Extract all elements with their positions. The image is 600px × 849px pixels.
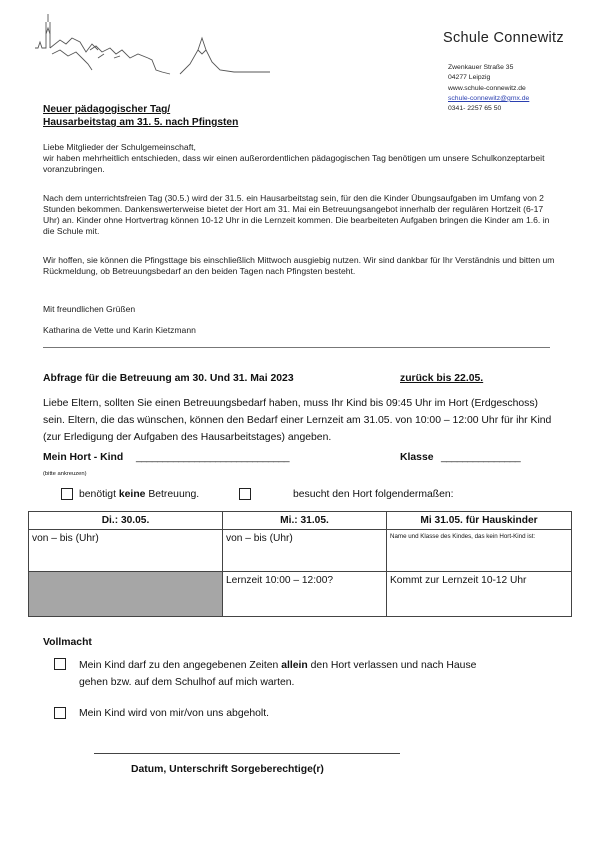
klasse-label: Klasse <box>400 452 434 463</box>
table-row <box>29 572 572 617</box>
klasse-field[interactable]: _______________ <box>441 452 521 463</box>
hort-kind-label: Mein Hort - Kind <box>43 452 124 463</box>
no-care-prefix: benötigt <box>79 489 119 500</box>
no-care-label <box>79 487 199 502</box>
leave-alone-label <box>79 657 549 691</box>
letter-greeting: Liebe Mitglieder der Schulgemeinschaft, <box>43 142 196 152</box>
form-return-by: zurück bis 22.05. <box>400 373 484 384</box>
letter-closing: Mit freundlichen Grüßen <box>43 304 136 314</box>
letter-paragraph-3: Wir hoffen, sie können die Pfingsttage bis einschließlich Mittwoch ausgiebig nutzen. Wir sind dankbar für Ihr Verständnis und bitten um Rückmeldung, ob Betreuungsbedarf an den beiden Tagen nach Pfingsten besteht. <box>43 255 555 276</box>
leave-alone-bold: allein <box>281 660 308 671</box>
signature-line[interactable] <box>94 753 400 754</box>
pickup-label: Mein Kind wird von mir/von uns abgeholt. <box>79 708 270 719</box>
care-schedule-table <box>28 511 572 617</box>
letter-greeting-block <box>43 142 558 175</box>
wednesday-time-cell[interactable]: von – bis (Uhr) <box>223 530 387 572</box>
no-care-suffix: Betreuung. <box>145 489 200 500</box>
school-logo-sketch <box>30 14 280 84</box>
homekid-lernzeit-cell[interactable]: Kommt zur Lernzeit 10-12 Uhr <box>387 572 572 617</box>
letter-title <box>43 103 238 129</box>
form-intro: Liebe Eltern, sollten Sie einen Betreuungsbedarf haben, muss Ihr Kind bis 09:45 Uhr im Hort (Erdgeschoss) sein. Eltern, die das wünschen, können den Bedarf einer Lernzeit am 31.05. von 10:00 – 12:00 Uhr für ihr Kind (zur Erledigung der Aufgaben des Hausarbeitstages) angeben. <box>43 398 552 443</box>
header-wednesday-homekids: Mi 31.05. für Hauskinder <box>387 512 572 530</box>
form-heading: Abfrage für die Betreuung am 30. Und 31. Mai 2023 <box>43 373 294 384</box>
vollmacht-heading: Vollmacht <box>43 637 92 648</box>
checkbox-hint: (bitte ankreuzen) <box>43 471 87 477</box>
leave-alone-prefix: Mein Kind darf zu den angegebenen Zeiten <box>79 660 282 671</box>
divider-line <box>43 347 550 348</box>
tuesday-time-cell[interactable]: von – bis (Uhr) <box>29 530 223 572</box>
no-care-checkbox[interactable] <box>61 488 73 500</box>
address-city: 04277 Leipzig <box>448 74 491 82</box>
letter-paragraph-1: wir haben mehrheitlich entschieden, dass wir einen außerordentlichen pädagogischen Tag benötigen um unsere Schulkonzeptarbeit voranzubringen. <box>43 153 545 174</box>
address-street: Zwenkauer Straße 35 <box>448 64 514 71</box>
leave-alone-line1 <box>79 657 549 674</box>
pickup-checkbox[interactable] <box>54 707 66 719</box>
no-care-bold: keine <box>118 489 146 500</box>
leave-alone-line2: gehen bzw. auf dem Schulhof auf mich warten. <box>79 677 295 688</box>
email-link[interactable]: schule-connewitz@gmx.de <box>448 94 530 102</box>
letter-title-line2: Hausarbeitstag am 31. 5. nach Pfingsten <box>43 117 239 128</box>
wednesday-lernzeit-cell[interactable]: Lernzeit 10:00 – 12:00? <box>223 572 387 617</box>
table-row <box>29 530 572 572</box>
letter-signatories: Katharina de Vette und Karin Kietzmann <box>43 325 196 335</box>
homekid-name-cell[interactable]: Name und Klasse des Kindes, das kein Hort-Kind ist: <box>387 530 572 572</box>
header-wednesday: Mi.: 31.05. <box>223 512 387 530</box>
leave-alone-suffix: den Hort verlassen und nach Hause <box>307 660 477 671</box>
leave-alone-checkbox[interactable] <box>54 658 66 670</box>
website-link[interactable]: www.schule-connewitz.de <box>448 84 526 92</box>
header-tuesday: Di.: 30.05. <box>29 512 223 530</box>
school-name: Schule Connewitz <box>443 30 564 46</box>
hort-kind-field[interactable]: _____________________________ <box>136 452 290 463</box>
letter-paragraph-2: Nach dem unterrichtsfreien Tag (30.5.) wird der 31.5. ein Hausarbeitstag sein, für den die Kinder Übungsaufgaben im Umfang von 2 Stunden bekommen. Dankenswerterweise bietet der Hort am 31. Mai ein Betreuungsangebot innerhalb der regulären Hortzeit (6-17 Uhr) an. Kinder ohne Hortvertrag können 10-12 Uhr in die Lernzeit kommen. Die bearbeiteten Aufgaben bringen die Kinder am 1.6. in die Schule mit. <box>43 193 550 236</box>
tuesday-empty-cell <box>29 572 223 617</box>
table-header-row <box>29 512 572 530</box>
signature-label: Datum, Unterschrift Sorgeberechtige(r) <box>131 764 324 775</box>
school-address <box>448 63 529 114</box>
phone-number: 0341- 2257 65 50 <box>448 105 502 113</box>
visit-hort-label: besucht den Hort folgendermaßen: <box>293 489 454 500</box>
visit-hort-checkbox[interactable] <box>239 488 251 500</box>
letter-title-line1: Neuer pädagogischer Tag/ <box>43 104 171 115</box>
